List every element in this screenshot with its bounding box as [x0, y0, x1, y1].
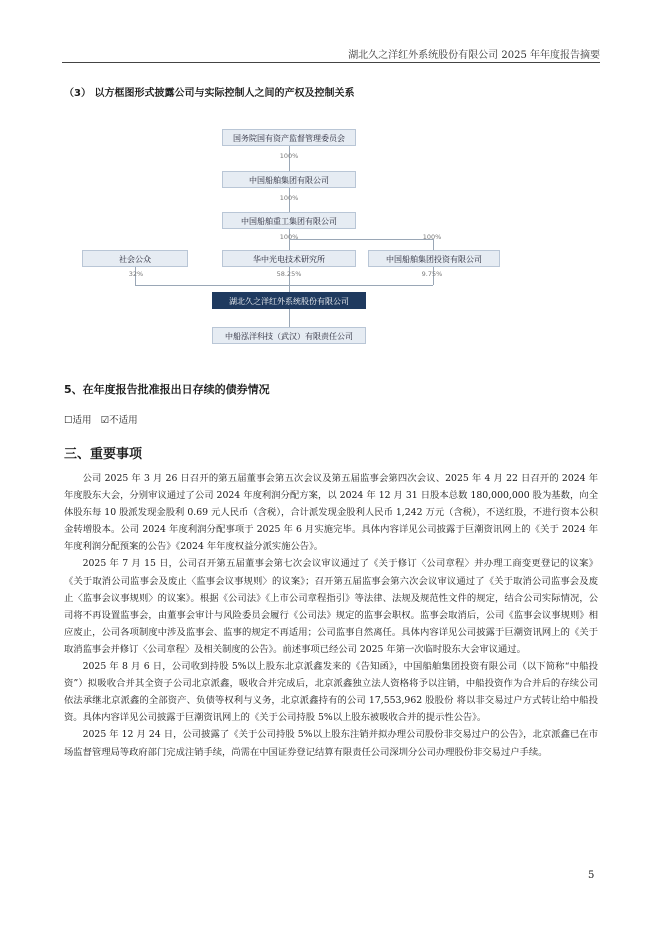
pct-cssc-csic: 100%: [279, 194, 299, 202]
paragraph: 2025 年 12 月 24 日，公司披露了《关于公司持股 5%以上股东注销并拟办理公司股份非交易过户的公告》，北京派鑫已在市场监督管理局等政府部门完成注销手续，尚需在中国证券登记结算有限责任公司深圳分公司办理股份非交易过户手续。: [64, 729, 598, 758]
pct-invest: 9.75%: [421, 270, 443, 278]
node-public: 社会公众: [82, 250, 188, 267]
connector: [135, 285, 433, 286]
bond-options: [64, 412, 144, 426]
node-cssc: 中国船舶集团有限公司: [222, 171, 356, 188]
header-rule: [62, 62, 600, 63]
node-invest: 中国船舶集团投资有限公司: [368, 250, 500, 267]
pct-hz: 58.25%: [276, 270, 302, 278]
pct-csic-hz: 100%: [279, 233, 299, 241]
section-important-matters-title: 三、重要事项: [64, 447, 143, 462]
page-header: 湖北久之洋红外系统股份有限公司 2025 年年度报告摘要: [348, 50, 600, 61]
pct-csic-invest: 100%: [422, 233, 442, 241]
paragraph: 2025 年 8 月 6 日，公司收到持股 5%以上股东北京派鑫发来的《告知函》，中国船舶集团投资有限公司（以下简称“中船投资”）拟吸收合并其全资子公司北京派鑫，吸收合并完成后，北京派鑫独立法人资格将予以注销，中船投资作为合并后的存续公司依法承继北京派鑫的全部资产、负债等权利与义务，北京派鑫持有的公司 17,553,962 股股份 将以非交易过户方式转让给中船投资。具体内容详见公司披露于巨潮资讯网上的《关于公司持股 5%以上股东被吸收合并的提示性公告》。: [64, 661, 598, 724]
important-matters-body: [64, 470, 598, 761]
option-not-applicable: ☑不适用: [100, 415, 138, 426]
node-csic: 中国船舶重工集团有限公司: [222, 212, 356, 229]
node-company: 湖北久之洋红外系统股份有限公司: [212, 292, 366, 309]
connector: [289, 309, 290, 327]
ownership-diagram: [62, 118, 600, 358]
node-subsidiary: 中船泓洋科技（武汉）有限责任公司: [212, 327, 366, 344]
page-number: 5: [588, 870, 595, 881]
option-applicable: ☐适用: [64, 415, 92, 426]
pct-sasac-cssc: 100%: [279, 152, 299, 160]
section-5-title: 5、在年度报告批准报出日存续的债券情况: [64, 383, 270, 396]
paragraph: 公司 2025 年 3 月 26 日召开的第五届董事会第五次会议及第五届监事会第四次会议、2025 年 4 月 22 日召开的 2024 年年度股东大会，分别审议通过了公司 2024 年度利润分配方案，以 2024 年 12 月 31 日股本总数 180,000,000 股为基数，向全体股东每 10 股派发现金股利 0.69 元人民币（含税），合计派发现金股利人民币 1,242 万元（含税），不送红股，不进行资本公积金转增股本。公司 2024 年度利润分配事项于 2025 年 6 月实施完毕。具体内容详见公司披露于巨潮资讯网上的《关于 2024 年年度利润分配预案的公告》《2024 年年度权益分派实施公告》。: [64, 473, 598, 553]
node-hz: 华中光电技术研究所: [222, 250, 356, 267]
pct-public: 32%: [128, 270, 144, 278]
paragraph: 2025 年 7 月 15 日，公司召开第五届董事会第七次会议审议通过了《关于修订〈公司章程〉并办理工商变更登记的议案》《关于取消公司监事会及废止〈监事会议事规则〉的议案》；召开第五届监事会第六次会议审议通过了《关于取消公司监事会及废止〈监事会议事规则〉的议案》。根据《公司法》《上市公司章程指引》等法律、法规及规范性文件的规定，结合公司实际情况，公司将不再设置监事会，由董事会审计与风险委员会履行《公司法》规定的监事会职权。监事会取消后，公司《监事会议事规则》相应废止，公司各项制度中涉及监事会、监事的规定不再适用；公司监事自然离任。具体内容详见公司披露于巨潮资讯网上的《关于取消监事会并修订〈公司章程〉及相关制度的公告》。前述事项已经公司 2025 年第一次临时股东大会审议通过。: [64, 558, 598, 655]
node-sasac: 国务院国有资产监督管理委员会: [222, 129, 356, 146]
section-3-title: （3） 以方框图形式披露公司与实际控制人之间的产权及控制关系: [64, 88, 355, 99]
